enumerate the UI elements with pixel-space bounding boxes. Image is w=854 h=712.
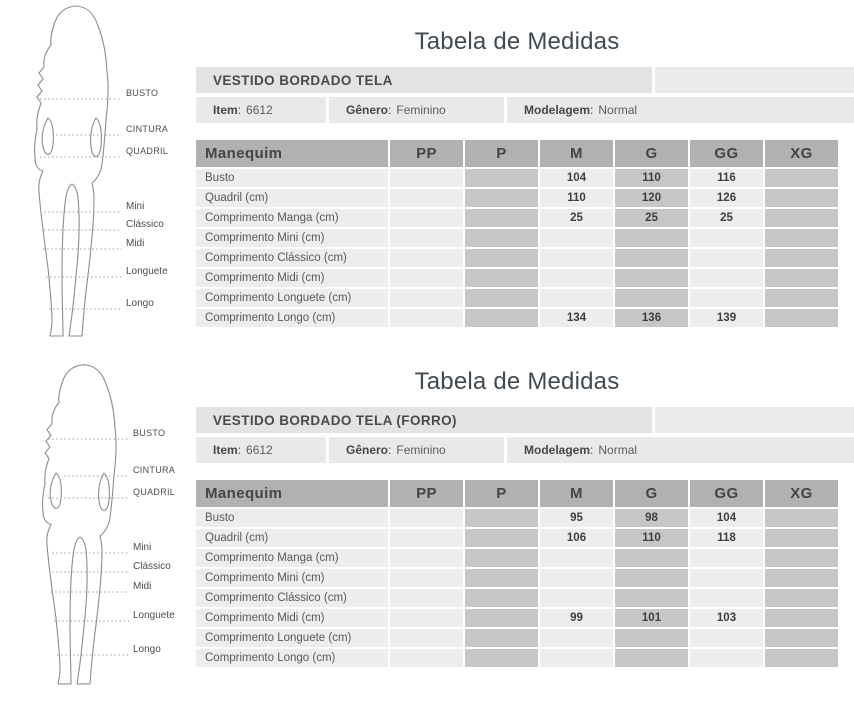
size-cell-pp xyxy=(390,609,463,627)
measurement-label-mini: Mini xyxy=(126,201,145,212)
size-cell-g: 25 xyxy=(615,209,688,227)
page-title: Tabela de Medidas xyxy=(414,368,620,395)
size-cell-g xyxy=(615,569,688,587)
product-header-spacer xyxy=(655,407,854,433)
info-item: Item : 6612 xyxy=(196,437,326,463)
size-cell-pp xyxy=(390,529,463,547)
measurement-label-longuete: Longuete xyxy=(126,266,168,277)
info-genero-value: Feminino xyxy=(396,443,446,457)
size-cell-m xyxy=(540,649,613,667)
info-modelagem-value: Normal xyxy=(598,443,638,457)
info-genero-label: Gênero xyxy=(346,103,389,117)
size-cell-p xyxy=(465,189,538,207)
product-name: VESTIDO BORDADO TELA (FORRO) xyxy=(196,407,652,433)
size-cell-pp xyxy=(390,649,463,667)
measurement-label-longuete: Longuete xyxy=(133,610,175,621)
size-cell-m: 106 xyxy=(540,529,613,547)
measurement-label-midi: Midi xyxy=(126,238,145,249)
info-genero: Gênero : Feminino xyxy=(329,97,504,123)
size-cell-g xyxy=(615,549,688,567)
size-cell-gg: 118 xyxy=(690,529,763,547)
size-cell-g: 98 xyxy=(615,509,688,527)
size-cell-p xyxy=(465,289,538,307)
column-header-g: G xyxy=(615,140,688,167)
row-label: Comprimento Clássico (cm) xyxy=(196,589,388,607)
size-cell-g: 110 xyxy=(615,529,688,547)
size-cell-pp xyxy=(390,629,463,647)
size-cell-p xyxy=(465,569,538,587)
size-cell-gg xyxy=(690,549,763,567)
column-header-gg: GG xyxy=(690,480,763,507)
measurement-label-cintura: CINTURA xyxy=(126,124,169,134)
info-modelagem-label: Modelagem xyxy=(524,103,591,117)
measurement-label-cintura: CINTURA xyxy=(133,465,176,475)
size-cell-g xyxy=(615,249,688,267)
size-cell-xg xyxy=(765,529,838,547)
measurement-label-busto: BUSTO xyxy=(133,428,166,438)
size-cell-gg: 139 xyxy=(690,309,763,327)
size-cell-pp xyxy=(390,309,463,327)
size-cell-m xyxy=(540,289,613,307)
size-cell-xg xyxy=(765,569,838,587)
size-cell-m: 104 xyxy=(540,169,613,187)
size-cell-gg: 116 xyxy=(690,169,763,187)
row-label: Comprimento Longuete (cm) xyxy=(196,629,388,647)
size-cell-pp xyxy=(390,569,463,587)
size-cell-xg xyxy=(765,189,838,207)
size-cell-xg xyxy=(765,289,838,307)
size-cell-xg xyxy=(765,649,838,667)
column-header-p: P xyxy=(465,140,538,167)
column-header-gg: GG xyxy=(690,140,763,167)
product-header-bar xyxy=(196,407,854,433)
size-cell-xg xyxy=(765,229,838,247)
size-cell-p xyxy=(465,529,538,547)
female-silhouette-outline xyxy=(43,365,116,684)
size-cell-m xyxy=(540,549,613,567)
size-cell-pp xyxy=(390,589,463,607)
column-header-p: P xyxy=(465,480,538,507)
row-label: Comprimento Clássico (cm) xyxy=(196,249,388,267)
measurement-label-quadril: QUADRIL xyxy=(126,146,169,156)
row-label: Comprimento Longuete (cm) xyxy=(196,289,388,307)
column-header-xg: XG xyxy=(765,140,838,167)
product-name: VESTIDO BORDADO TELA xyxy=(196,67,652,93)
column-header-m: M xyxy=(540,480,613,507)
size-cell-m xyxy=(540,589,613,607)
size-chart-section-tela xyxy=(196,0,854,340)
size-cell-pp xyxy=(390,229,463,247)
size-cell-gg xyxy=(690,569,763,587)
row-label: Comprimento Mini (cm) xyxy=(196,229,388,247)
size-cell-gg xyxy=(690,629,763,647)
size-cell-m xyxy=(540,249,613,267)
size-cell-xg xyxy=(765,549,838,567)
size-cell-p xyxy=(465,169,538,187)
size-cell-p xyxy=(465,589,538,607)
column-header-manequim: Manequim xyxy=(196,140,388,167)
size-cell-p xyxy=(465,209,538,227)
info-modelagem-label: Modelagem xyxy=(524,443,591,457)
measurement-label-longo: Longo xyxy=(126,298,154,309)
size-cell-g xyxy=(615,289,688,307)
measurement-label-mini: Mini xyxy=(133,542,152,553)
size-cell-p xyxy=(465,549,538,567)
info-item-value: 6612 xyxy=(246,103,273,117)
product-info-bar xyxy=(196,437,854,463)
body-measurement-figure-top xyxy=(0,0,190,345)
measurement-label-classico: Clássico xyxy=(133,561,171,572)
measurement-label-longo: Longo xyxy=(133,644,161,655)
row-label: Comprimento Midi (cm) xyxy=(196,269,388,287)
row-label: Comprimento Midi (cm) xyxy=(196,609,388,627)
size-cell-gg xyxy=(690,269,763,287)
female-silhouette-outline xyxy=(35,6,108,336)
size-cell-gg: 104 xyxy=(690,509,763,527)
size-cell-xg xyxy=(765,169,838,187)
row-label: Quadril (cm) xyxy=(196,189,388,207)
size-cell-m xyxy=(540,569,613,587)
row-label: Comprimento Manga (cm) xyxy=(196,549,388,567)
size-cell-xg xyxy=(765,269,838,287)
row-label: Comprimento Longo (cm) xyxy=(196,309,388,327)
size-cell-p xyxy=(465,609,538,627)
row-label: Busto xyxy=(196,509,388,527)
female-silhouette-icon xyxy=(0,360,190,712)
size-cell-m xyxy=(540,269,613,287)
column-header-xg: XG xyxy=(765,480,838,507)
column-header-m: M xyxy=(540,140,613,167)
size-cell-p xyxy=(465,629,538,647)
size-cell-pp xyxy=(390,549,463,567)
size-cell-m: 25 xyxy=(540,209,613,227)
size-cell-xg xyxy=(765,209,838,227)
size-cell-p xyxy=(465,249,538,267)
row-label: Busto xyxy=(196,169,388,187)
size-cell-m xyxy=(540,629,613,647)
measurement-label-busto: BUSTO xyxy=(126,88,159,98)
size-chart-section-forro xyxy=(196,340,854,680)
size-cell-pp xyxy=(390,509,463,527)
size-cell-xg xyxy=(765,309,838,327)
info-genero-label: Gênero xyxy=(346,443,389,457)
info-item-label: Item xyxy=(213,443,238,457)
info-item-label: Item xyxy=(213,103,238,117)
column-header-pp: PP xyxy=(390,140,463,167)
size-cell-pp xyxy=(390,289,463,307)
info-genero: Gênero : Feminino xyxy=(329,437,504,463)
size-cell-pp xyxy=(390,249,463,267)
size-cell-pp xyxy=(390,169,463,187)
size-cell-xg xyxy=(765,589,838,607)
size-cell-xg xyxy=(765,609,838,627)
row-label: Comprimento Mini (cm) xyxy=(196,569,388,587)
size-cell-gg: 25 xyxy=(690,209,763,227)
size-cell-gg xyxy=(690,589,763,607)
size-cell-p xyxy=(465,309,538,327)
product-info-bar xyxy=(196,97,854,123)
column-header-manequim: Manequim xyxy=(196,480,388,507)
size-cell-pp xyxy=(390,269,463,287)
row-label: Comprimento Longo (cm) xyxy=(196,649,388,667)
size-cell-gg xyxy=(690,649,763,667)
size-table xyxy=(196,140,838,327)
size-cell-gg xyxy=(690,249,763,267)
measurement-label-classico: Clássico xyxy=(126,219,164,230)
size-cell-g xyxy=(615,589,688,607)
size-cell-xg xyxy=(765,629,838,647)
size-cell-p xyxy=(465,269,538,287)
column-header-g: G xyxy=(615,480,688,507)
size-cell-p xyxy=(465,649,538,667)
product-header-bar xyxy=(196,67,854,93)
size-cell-g xyxy=(615,269,688,287)
size-cell-gg: 126 xyxy=(690,189,763,207)
size-cell-pp xyxy=(390,189,463,207)
size-cell-gg xyxy=(690,229,763,247)
size-cell-g: 136 xyxy=(615,309,688,327)
size-cell-m: 99 xyxy=(540,609,613,627)
info-item-value: 6612 xyxy=(246,443,273,457)
row-label: Comprimento Manga (cm) xyxy=(196,209,388,227)
info-item: Item : 6612 xyxy=(196,97,326,123)
size-cell-g: 120 xyxy=(615,189,688,207)
size-cell-g xyxy=(615,629,688,647)
female-silhouette-icon xyxy=(0,0,190,345)
info-modelagem: Modelagem : Normal xyxy=(507,437,854,463)
info-modelagem-value: Normal xyxy=(598,103,638,117)
size-cell-p xyxy=(465,229,538,247)
size-cell-g: 101 xyxy=(615,609,688,627)
size-cell-g xyxy=(615,229,688,247)
size-cell-g xyxy=(615,649,688,667)
size-cell-p xyxy=(465,509,538,527)
size-cell-m: 134 xyxy=(540,309,613,327)
size-cell-pp xyxy=(390,209,463,227)
size-cell-xg xyxy=(765,509,838,527)
measurement-label-quadril: QUADRIL xyxy=(133,487,176,497)
info-modelagem: Modelagem : Normal xyxy=(507,97,854,123)
column-header-pp: PP xyxy=(390,480,463,507)
measurement-label-midi: Midi xyxy=(133,581,152,592)
size-cell-m: 95 xyxy=(540,509,613,527)
size-cell-gg: 103 xyxy=(690,609,763,627)
size-cell-m: 110 xyxy=(540,189,613,207)
size-cell-g: 110 xyxy=(615,169,688,187)
size-table xyxy=(196,480,838,667)
size-cell-m xyxy=(540,229,613,247)
product-header-spacer xyxy=(655,67,854,93)
body-measurement-figure-bottom xyxy=(0,360,190,712)
info-genero-value: Feminino xyxy=(396,103,446,117)
size-cell-xg xyxy=(765,249,838,267)
size-cell-gg xyxy=(690,289,763,307)
row-label: Quadril (cm) xyxy=(196,529,388,547)
page-title: Tabela de Medidas xyxy=(414,28,620,55)
